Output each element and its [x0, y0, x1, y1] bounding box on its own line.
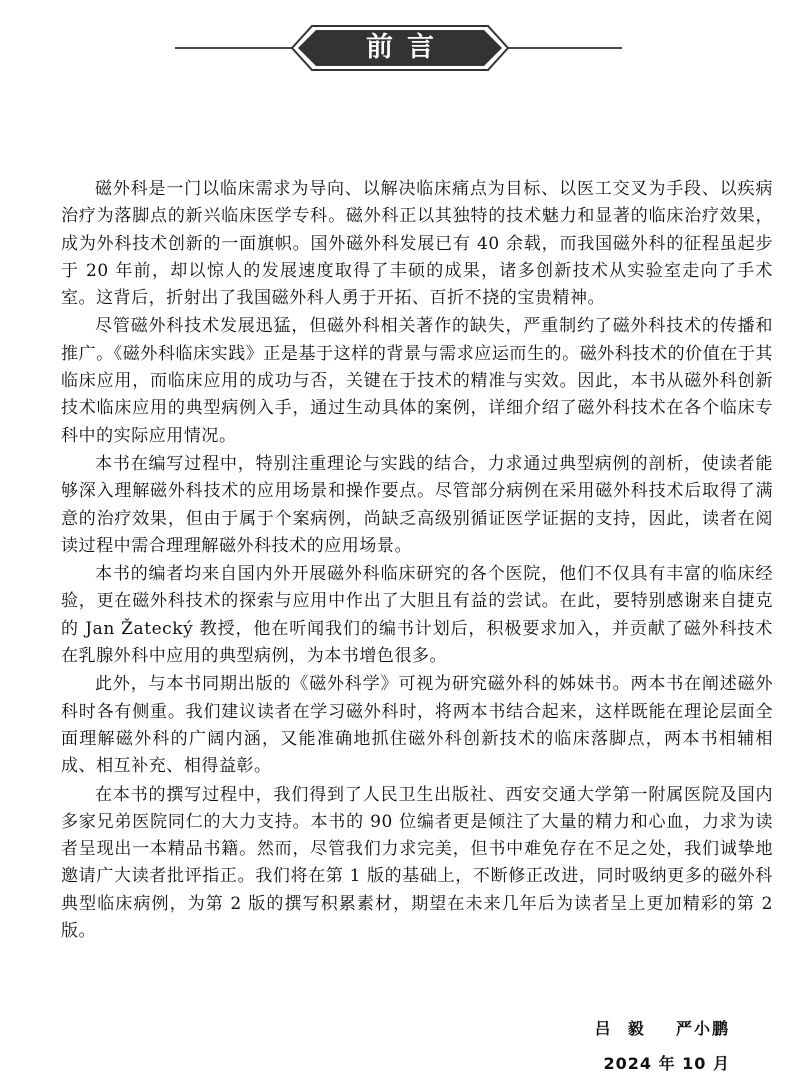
page-title: 前言 — [366, 32, 448, 63]
header-rule-left — [175, 47, 300, 49]
paragraph-4: 本书的编者均来自国内外开展磁外科临床研究的各个医院，他们不仅具有丰富的临床经验，更在磁外科技术的探索与应用中作出了大胆且有益的尝试。在此，要特别感谢来自捷克的 Jan Žatecký 教授，他在听闻我们的编书计划后，积极要求加入，并贡献了磁外科技术在乳腺外科中应用的典型病例，为本书增色很多。 — [61, 564, 773, 667]
signature-date: 2024 年 10 月 — [603, 1054, 730, 1073]
paragraph-1: 磁外科是一门以临床需求为导向、以解决临床痛点为目标、以医工交叉为手段、以疾病治疗为落脚点的新兴临床医学专科。磁外科正以其独特的技术魅力和显著的临床治疗效果，成为外科技术创新的一面旗帜。国外磁外科发展已有 40 余载，而我国磁外科的征程虽起步于 20 年前，却以惊人的发展速度取得了丰硕的成果，诸多创新技术从实验室走向了手术室。这背后，折射出了我国磁外科人勇于开拓、百折不挠的宝贵精神。 — [61, 179, 773, 309]
preface-body — [61, 176, 773, 945]
author-names: 吕 毅 严小鹏 — [594, 1019, 730, 1038]
header-rule-right — [500, 47, 622, 49]
paragraph-5: 此外，与本书同期出版的《磁外科学》可视为研究磁外科的姊妹书。两本书在阐述磁外科时各有侧重。我们建议读者在学习磁外科时，将两本书结合起来，这样既能在理论层面全面理解磁外科的广阔内涵，又能准确地抓住磁外科创新技术的临床落脚点，两本书相辅相成、相互补充、相得益彰。 — [61, 674, 773, 777]
paragraph-2: 尽管磁外科技术发展迅猛，但磁外科相关著作的缺失，严重制约了磁外科技术的传播和推广。《磁外科临床实践》正是基于这样的背景与需求应运而生的。磁外科技术的价值在于其临床应用，而临床应用的成功与否，关键在于技术的精准与实效。因此，本书从磁外科创新技术临床应用的典型病例入手，通过生动具体的案例，详细介绍了磁外科技术在各个临床专科中的实际应用情况。 — [61, 316, 773, 446]
paragraph-3: 本书在编写过程中，特别注重理论与实践的结合，力求通过典型病例的剖析，使读者能够深入理解磁外科技术的应用场景和操作要点。尽管部分病例在采用磁外科技术后取得了满意的治疗效果，但由于属于个案病例，尚缺乏高级别循证医学证据的支持，因此，读者在阅读过程中需合理理解磁外科技术的应用场景。 — [61, 453, 773, 556]
header-badge — [290, 24, 510, 72]
signature-block — [595, 1016, 730, 1074]
paragraph-6: 在本书的撰写过程中，我们得到了人民卫生出版社、西安交通大学第一附属医院及国内多家兄弟医院同仁的大力支持。本书的 90 位编者更是倾注了大量的精力和心血，力求为读者呈现出一本精品书籍。然而，尽管我们力求完美，但书中难免存在不足之处，我们诚挚地邀请广大读者批评指正。我们将在第 1 版的基础上，不断修正改进，同时吸纳更多的磁外科典型临床病例，为第 2 版的撰写积累素材，期望在未来几年后为读者呈上更加精彩的第 2 版。 — [61, 784, 773, 942]
